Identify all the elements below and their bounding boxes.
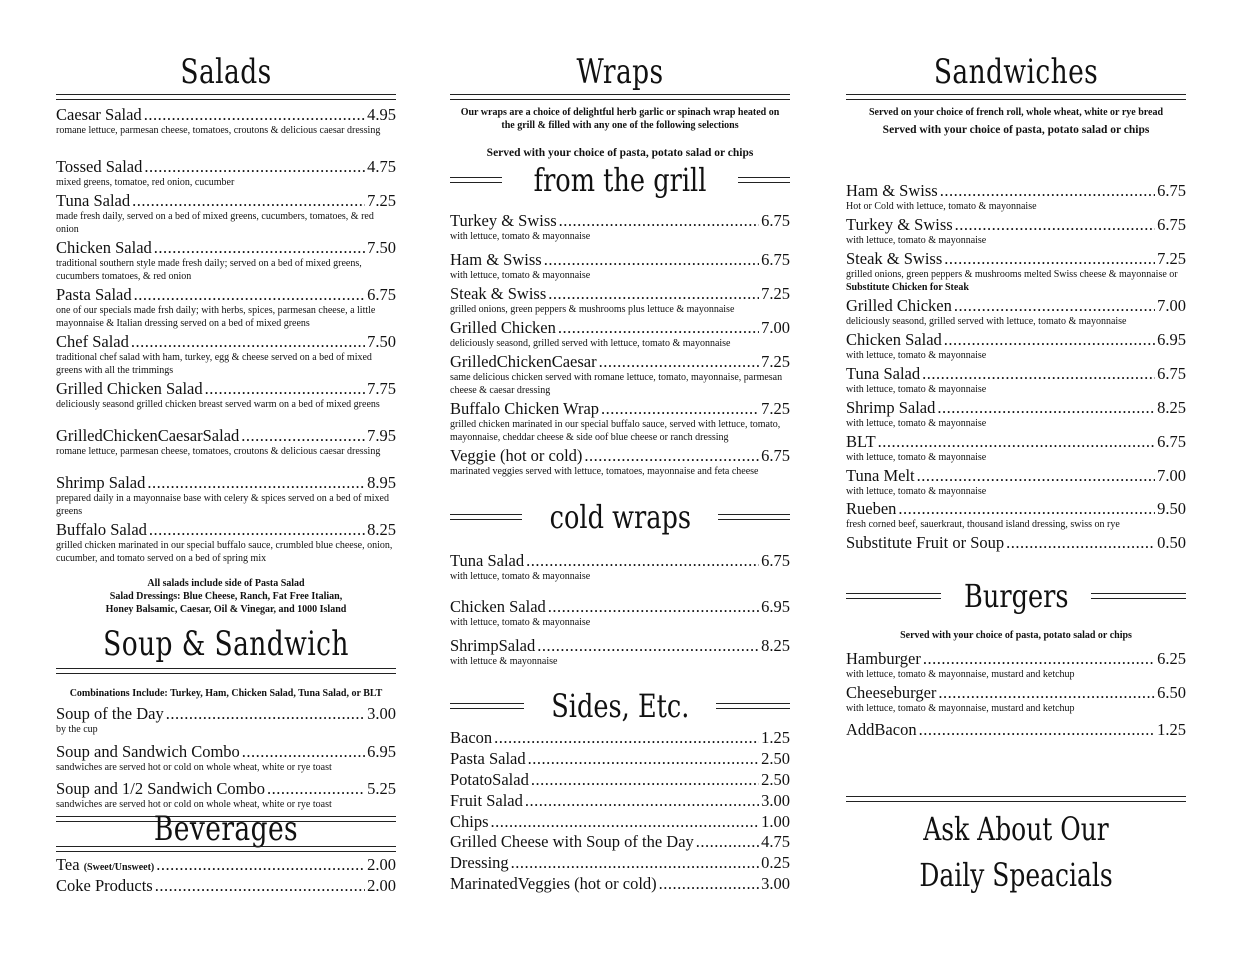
sandwich-item-turkey-swiss (846, 216, 1186, 247)
item-price: 6.75 (761, 551, 790, 570)
item-price: 4.95 (367, 105, 396, 124)
wrap-item-tuna-salad (450, 552, 790, 583)
item-desc: with lettuce, tomato & mayonnaise (450, 231, 591, 242)
item-desc: with lettuce, tomato & mayonnaise (846, 418, 987, 429)
item-desc: deliciously seasond, grilled served with lettuce, tomato & mayonnaise (450, 338, 731, 349)
item-name: Turkey & Swiss (450, 211, 557, 230)
item-name: Chips (450, 812, 489, 831)
item-subtitle: (Sweet/Unsweet) (83, 862, 155, 873)
item-price: 2.50 (761, 770, 790, 789)
item-name: Soup and Sandwich Combo (56, 742, 240, 761)
item-desc: with lettuce, tomato & mayonnaise (846, 384, 987, 395)
item-price: 3.00 (761, 874, 790, 893)
side-item-grilled-cheese (450, 833, 790, 851)
item-name: Chicken Salad (450, 597, 546, 616)
item-name: Pasta Salad (56, 285, 132, 304)
item-price: 7.25 (761, 399, 790, 418)
item-price: 2.00 (367, 876, 396, 895)
burger-item-cheeseburger (846, 684, 1186, 715)
salads-divider (56, 94, 396, 100)
item-price: 6.95 (1157, 330, 1186, 349)
from-the-grill-banner (450, 160, 790, 200)
item-name: Dressing (450, 853, 509, 872)
item-desc: romane lettuce, parmesan cheese, tomatoes, croutons & delicious caesar dressing (56, 446, 381, 457)
item-name: Bacon (450, 728, 493, 747)
burger-item-hamburger (846, 650, 1186, 681)
item-price: 7.50 (367, 332, 396, 351)
item-name: GrilledChickenCaesarSalad (56, 426, 240, 445)
item-name: Shrimp Salad (846, 398, 936, 417)
item-name: BLT (846, 432, 876, 451)
item-price: 3.00 (761, 791, 790, 810)
item-name: Pasta Salad (450, 749, 526, 768)
item-desc: with lettuce, tomato & mayonnaise, mustard and ketchup (846, 703, 1075, 714)
item-name: MarinatedVeggies (hot or cold) (450, 874, 657, 893)
item-price: 7.25 (761, 352, 790, 371)
sandwich-item-steak-swiss (846, 250, 1186, 294)
item-desc: with lettuce, tomato & mayonnaise (450, 270, 591, 281)
beverages-title: Beverages (153, 809, 299, 849)
item-desc: with lettuce, tomato & mayonnaise, mustard and ketchup (846, 669, 1075, 680)
burgers-title: Burgers (963, 577, 1069, 615)
cold-wraps-banner (450, 497, 790, 537)
item-desc: marinated veggies served with lettuce, tomatoes, mayonnaise and feta cheese (450, 466, 759, 477)
soup-sandwich-title: Soup & Sandwich (103, 624, 349, 664)
item-price: 8.25 (1157, 398, 1186, 417)
specials-line-1: Ask About Our (923, 810, 1109, 848)
item-price: 0.50 (1157, 533, 1186, 552)
item-price: 4.75 (761, 832, 790, 851)
soup-item-half-combo (56, 780, 396, 811)
side-item-fruit-salad (450, 792, 790, 810)
item-name: AddBacon (846, 720, 917, 739)
item-price: 8.25 (367, 520, 396, 539)
from-the-grill-title: from the grill (533, 161, 707, 199)
item-desc: with lettuce & mayonnaise (450, 656, 558, 667)
item-desc: romane lettuce, parmesan cheese, tomatoes, croutons & delicious caesar dressing (56, 125, 381, 136)
item-price: 6.50 (1157, 683, 1186, 702)
soup-item-combo (56, 743, 396, 774)
wrap-item-grilled-chicken (450, 319, 790, 350)
item-price: 7.25 (367, 191, 396, 210)
item-price: 6.75 (761, 211, 790, 230)
item-desc: fresh corned beef, sauerkraut, thousand island dressing, swiss on rye (846, 519, 1120, 530)
item-name: Grilled Chicken Salad (56, 379, 203, 398)
item-price: 7.95 (367, 426, 396, 445)
sides-title: Sides, Etc. (550, 687, 690, 725)
item-price: 6.75 (367, 285, 396, 304)
wrap-item-chicken-salad (450, 598, 790, 629)
beverage-item-coke (56, 877, 396, 895)
item-name: Tea (56, 855, 80, 874)
item-name: Ham & Swiss (450, 250, 542, 269)
cold-wraps-title: cold wraps (549, 498, 691, 536)
item-name: Soup and 1/2 Sandwich Combo (56, 779, 265, 798)
wrap-item-buffalo-chicken (450, 400, 790, 444)
salad-item-chicken (56, 239, 396, 283)
item-desc: mixed greens, tomatoe, red onion, cucumber (56, 177, 235, 188)
item-desc: deliciously seasond, grilled served with lettuce, tomato & mayonnaise (846, 316, 1127, 327)
item-price: 8.25 (761, 636, 790, 655)
side-item-bacon (450, 729, 790, 747)
item-name: Steak & Swiss (846, 249, 943, 268)
item-price: 7.00 (1157, 466, 1186, 485)
item-name: Chicken Salad (846, 330, 942, 349)
item-name: Substitute Fruit or Soup (846, 533, 1005, 552)
item-name: Tuna Salad (450, 551, 525, 570)
item-price: 1.00 (761, 812, 790, 831)
item-price: 6.75 (761, 446, 790, 465)
salads-note: All salads include side of Pasta Salad Salad Dressings: Blue Cheese, Ranch, Fat Free Italian, Honey Balsamic, Caesar, Oil & Vinegar, and 1000 Island (105, 578, 347, 615)
sandwiches-divider (846, 94, 1186, 100)
specials-line-2: Daily Speacials (919, 856, 1113, 894)
sides-banner (450, 686, 790, 726)
item-price: 6.95 (761, 597, 790, 616)
item-desc: Hot or Cold with lettuce, tomato & mayonnaise (846, 201, 1037, 212)
item-name: GrilledChickenCaesar (450, 352, 597, 371)
sandwiches-note-sides: Served with your choice of pasta, potato salad or chips (882, 124, 1150, 136)
sandwich-item-tuna-salad (846, 365, 1186, 396)
item-price: 9.50 (1157, 499, 1186, 518)
salad-item-grilled-chicken-caesar (56, 427, 396, 458)
item-desc: with lettuce, tomato & mayonnaise (450, 617, 591, 628)
item-price: 2.00 (367, 855, 396, 874)
side-item-potato-salad (450, 771, 790, 789)
wrap-item-turkey-swiss (450, 212, 790, 243)
item-desc: made fresh daily, served on a bed of mixed greens, cucumbers, tomatoes, & red onion (56, 211, 374, 235)
item-price: 7.25 (1157, 249, 1186, 268)
wraps-note: Our wraps are a choice of delightful herb garlic or spinach wrap heated on the grill & filled with any one of the following selections (460, 107, 780, 131)
item-name: Veggie (hot or cold) (450, 446, 583, 465)
salad-item-buffalo (56, 521, 396, 565)
burgers-banner (846, 576, 1186, 616)
item-name: Shrimp Salad (56, 473, 146, 492)
item-price: 2.50 (761, 749, 790, 768)
item-name: Chef Salad (56, 332, 129, 351)
item-desc: with lettuce, tomato & mayonnaise (846, 452, 987, 463)
side-item-chips (450, 813, 790, 831)
item-name: Turkey & Swiss (846, 215, 953, 234)
item-name: Grilled Chicken (450, 318, 556, 337)
item-desc: sandwiches are served hot or cold on whole wheat, white or rye toast (56, 799, 332, 810)
beverages-divider (56, 846, 396, 852)
item-price: 6.75 (1157, 181, 1186, 200)
item-name: Caesar Salad (56, 105, 142, 124)
item-price: 7.75 (367, 379, 396, 398)
item-price: 7.00 (1157, 296, 1186, 315)
item-desc: with lettuce, tomato & mayonnaise (846, 235, 987, 246)
item-name: Chicken Salad (56, 238, 152, 257)
item-price: 6.75 (761, 250, 790, 269)
item-name: Grilled Chicken (846, 296, 952, 315)
item-name: Steak & Swiss (450, 284, 547, 303)
item-name: Tuna Salad (846, 364, 921, 383)
sandwich-item-rueben (846, 500, 1186, 531)
item-name: Coke Products (56, 876, 153, 895)
item-desc: by the cup (56, 724, 98, 735)
item-name: Tossed Salad (56, 157, 143, 176)
item-price: 6.75 (1157, 432, 1186, 451)
item-desc: with lettuce, tomato & mayonnaise (846, 486, 987, 497)
item-name: Fruit Salad (450, 791, 523, 810)
sandwich-item-shrimp-salad (846, 399, 1186, 430)
item-desc: with lettuce, tomato & mayonnaise (450, 571, 591, 582)
sandwich-item-ham-swiss (846, 182, 1186, 213)
item-name: ShrimpSalad (450, 636, 536, 655)
item-price: 6.75 (1157, 364, 1186, 383)
salad-item-caesar (56, 106, 396, 137)
item-desc-substitute: Substitute Chicken for Steak (846, 282, 969, 293)
wraps-title: Wraps (576, 52, 664, 92)
item-price: 7.25 (761, 284, 790, 303)
item-price: 6.95 (367, 742, 396, 761)
item-desc: traditional chef salad with ham, turkey, egg & cheese served on a bed of mixed greens with all the trimmings (56, 352, 372, 376)
item-price: 6.25 (1157, 649, 1186, 668)
beverage-item-tea (56, 856, 396, 877)
item-price: 1.25 (1157, 720, 1186, 739)
item-desc: sandwiches are served hot or cold on whole wheat, white or rye toast (56, 762, 332, 773)
item-desc: same delicious chicken served with romane lettuce, tomato, mayonnaise, parmesan cheese & caesar dressing (450, 372, 783, 396)
sandwich-item-substitute (846, 534, 1186, 552)
specials-divider (846, 796, 1186, 802)
item-price: 3.00 (367, 704, 396, 723)
item-name: Soup of the Day (56, 704, 164, 723)
soup-item-soup-of-day (56, 705, 396, 736)
burger-item-add-bacon (846, 721, 1186, 739)
item-price: 6.75 (1157, 215, 1186, 234)
side-item-pasta-salad (450, 750, 790, 768)
item-desc: grilled chicken marinated in our special buffalo sauce, served with lettuce, tomato, mayonnaise, cheddar cheese & side oof blue cheese or ranch dressing (450, 419, 781, 443)
wraps-served: Served with your choice of pasta, potato salad or chips (486, 147, 754, 159)
item-desc: deliciously seasond grilled chicken breast served warm on a bed of mixed greens (56, 399, 380, 410)
wraps-divider (450, 94, 790, 100)
sandwich-item-tuna-melt (846, 467, 1186, 498)
salads-title: Salads (180, 52, 272, 92)
item-desc: grilled onions, green peppers & mushrooms melted Swiss cheese & mayonnaise or (846, 269, 1178, 280)
soup-note: Combinations Include: Turkey, Ham, Chicken Salad, Tuna Salad, or BLT (69, 688, 383, 699)
item-desc: grilled onions, green peppers & mushrooms plus lettuce & mayonnaise (450, 304, 735, 315)
wrap-item-grilled-chicken-caesar (450, 353, 790, 397)
item-price: 7.50 (367, 238, 396, 257)
item-price: 1.25 (761, 728, 790, 747)
item-name: Grilled Cheese with Soup of the Day (450, 832, 694, 851)
wrap-item-shrimp-salad (450, 637, 790, 668)
salad-item-tuna (56, 192, 396, 236)
wrap-item-ham-swiss (450, 251, 790, 282)
item-price: 7.00 (761, 318, 790, 337)
salad-item-chef (56, 333, 396, 377)
wrap-item-veggie (450, 447, 790, 478)
item-name: Rueben (846, 499, 897, 518)
sandwich-item-grilled-chicken (846, 297, 1186, 328)
burgers-note: Served with your choice of pasta, potato salad or chips (900, 630, 1132, 641)
salad-item-pasta (56, 286, 396, 330)
item-desc: one of our specials made frsh daily; with herbs, spices, parmesan cheese, a little mayonnaise & Italian dressing served on a bed of mixed greens (56, 305, 376, 329)
soup-divider (56, 668, 396, 674)
side-item-dressing (450, 854, 790, 872)
item-desc: with lettuce, tomato & mayonnaise (846, 350, 987, 361)
wrap-item-steak-swiss (450, 285, 790, 316)
item-name: Hamburger (846, 649, 921, 668)
item-name: Cheeseburger (846, 683, 937, 702)
sandwiches-title: Sandwiches (933, 52, 1099, 92)
item-name: PotatoSalad (450, 770, 529, 789)
sandwich-item-blt (846, 433, 1186, 464)
item-name: Tuna Melt (846, 466, 915, 485)
item-price: 4.75 (367, 157, 396, 176)
item-name: Ham & Swiss (846, 181, 938, 200)
item-name: Tuna Salad (56, 191, 131, 210)
salad-item-tossed (56, 158, 396, 189)
item-price: 0.25 (761, 853, 790, 872)
item-name: Buffalo Salad (56, 520, 147, 539)
item-name: Buffalo Chicken Wrap (450, 399, 600, 418)
salad-item-shrimp (56, 474, 396, 518)
item-desc: traditional southern style made fresh daily; served on a bed of mixed greens, cucumbers tomatoes, & red onion (56, 258, 362, 282)
item-desc: grilled chicken marinated in our special buffalo sauce, crumbled blue cheese, onion, cucumber, and tomato served on a bed of spring mix (56, 540, 393, 564)
item-price: 5.25 (367, 779, 396, 798)
item-desc: prepared daily in a mayonnaise base with celery & spices served on a bed of mixed greens (56, 493, 389, 517)
sandwich-item-chicken-salad (846, 331, 1186, 362)
side-item-marinated-veggies (450, 875, 790, 893)
item-price: 8.95 (367, 473, 396, 492)
sandwiches-note-bread: Served on your choice of french roll, whole wheat, white or rye bread (868, 107, 1164, 118)
salad-item-grilled-chicken (56, 380, 396, 411)
